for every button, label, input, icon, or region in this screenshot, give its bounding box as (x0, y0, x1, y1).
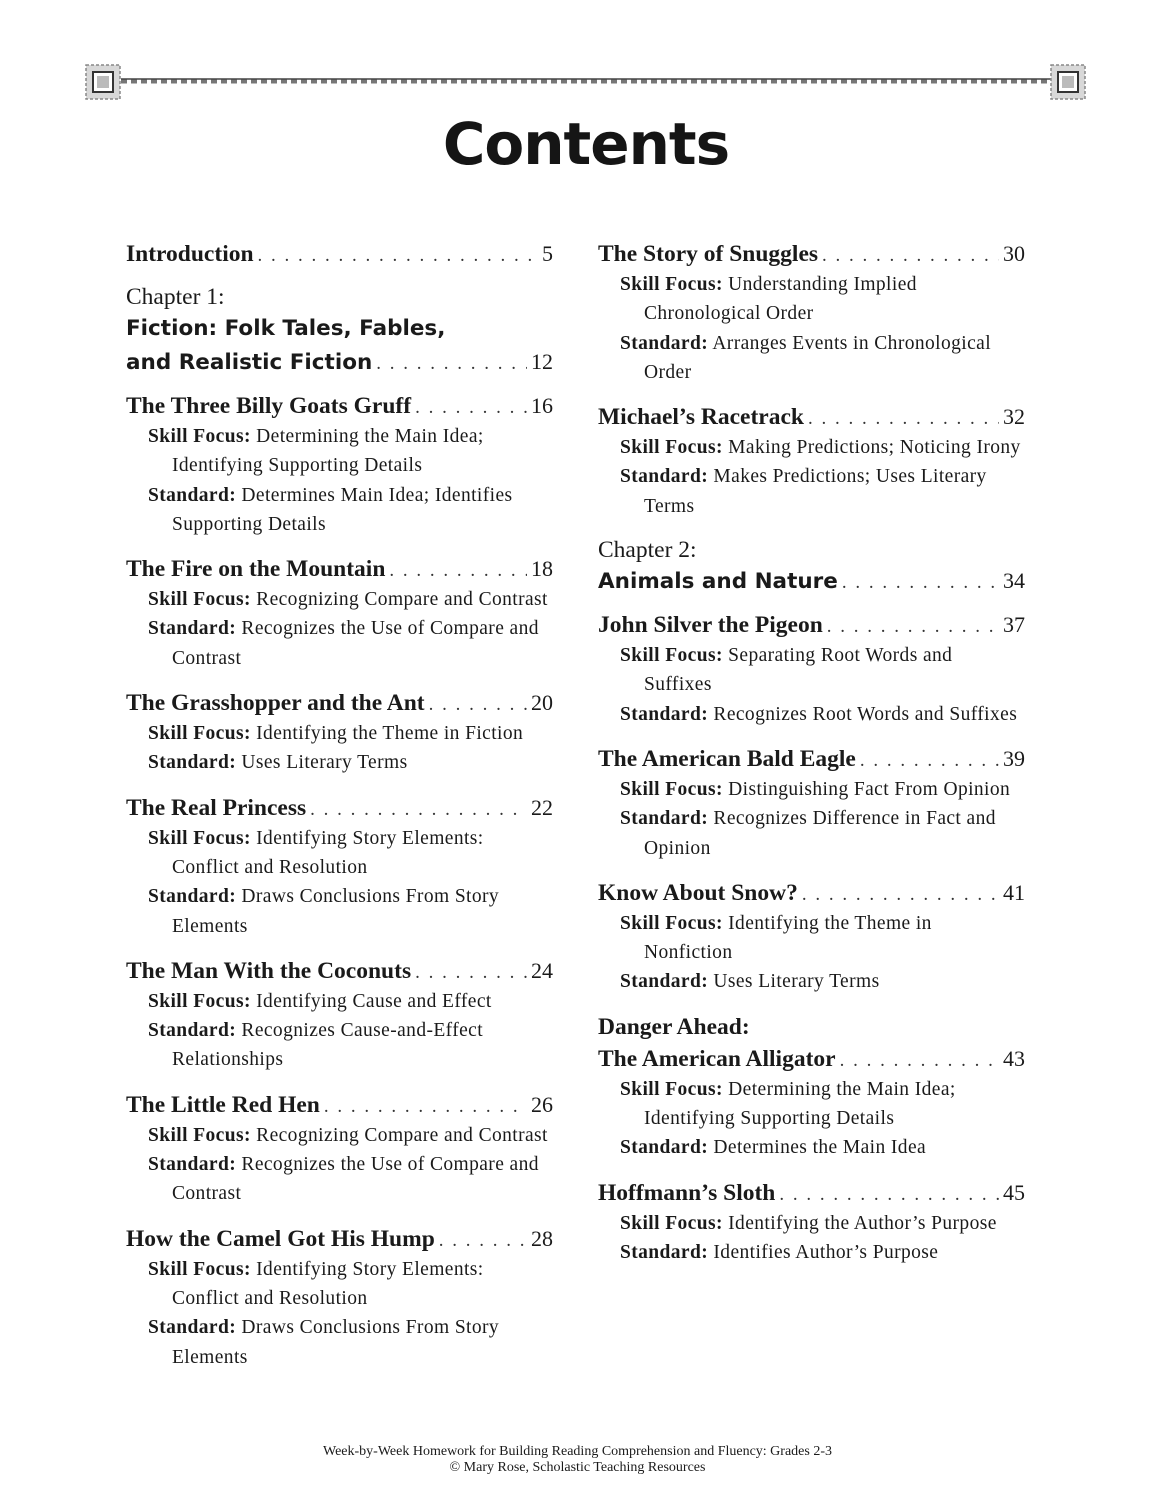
skill-focus-line (126, 987, 553, 1016)
standard-label: Standard: (148, 752, 237, 774)
entry-title: The Grasshopper and the Ant (126, 690, 425, 717)
toc-chapter-2 (598, 535, 1025, 599)
page-number: 37 (1003, 612, 1025, 638)
page-number: 45 (1003, 1179, 1025, 1205)
skill-focus-line (598, 775, 1025, 804)
standard-text: Recognizes Root Words and Suffixes (713, 703, 1018, 725)
standard-line (598, 1133, 1025, 1162)
skill-focus-text: Understanding Implied Chronological Order (644, 274, 917, 325)
skill-focus-text: Identifying the Theme in Nonfiction (644, 912, 932, 964)
standard-text: Recognizes the Use of Compare and Contrast (172, 1154, 539, 1205)
skill-focus-text: Determining the Main Idea; Identifying Supporting Details (172, 426, 484, 477)
skill-focus-label: Skill Focus: (148, 1124, 251, 1146)
standard-label: Standard: (620, 466, 709, 488)
page-number: 41 (1003, 879, 1025, 905)
toc-right-column (598, 238, 1025, 1281)
page-number: 32 (1003, 404, 1025, 430)
skill-focus-label: Skill Focus: (620, 912, 723, 934)
page-number: 34 (1003, 568, 1025, 594)
toc-entry (598, 743, 1025, 863)
toc-entry (598, 877, 1025, 997)
dot-leader (324, 1096, 527, 1118)
standard-text: Uses Literary Terms (241, 752, 408, 774)
standard-label: Standard: (620, 1137, 709, 1159)
toc-entry (126, 390, 553, 539)
standard-line (598, 967, 1025, 996)
page-number: 39 (1003, 745, 1025, 771)
skill-focus-text: Identifying Cause and Effect (256, 990, 492, 1012)
entry-title: The Little Red Hen (126, 1091, 320, 1118)
page-number: 16 (531, 393, 553, 418)
standard-line (126, 481, 553, 540)
skill-focus-text: Making Predictions; Noticing Irony (728, 437, 1021, 459)
dot-leader (808, 408, 999, 430)
dot-leader (860, 750, 999, 772)
entry-title: The American Bald Eagle (598, 745, 856, 772)
decorative-header-rule (83, 62, 1093, 100)
skill-focus-text: Identifying Story Elements: Conflict and Resolution (172, 827, 484, 878)
toc-entry-introduction (126, 238, 553, 270)
page-number: 20 (531, 690, 553, 716)
standard-line (598, 804, 1025, 863)
dot-leader (258, 245, 538, 267)
entry-title: Michael’s Racetrack (598, 404, 804, 431)
skill-focus-line (126, 1255, 553, 1314)
chapter-label: Chapter 2: (598, 537, 697, 564)
standard-label: Standard: (620, 332, 709, 354)
skill-focus-text: Identifying the Theme in Fiction (256, 723, 524, 745)
skill-focus-label: Skill Focus: (620, 645, 723, 667)
skill-focus-label: Skill Focus: (620, 437, 723, 459)
standard-line (126, 614, 553, 673)
ornament-right-icon (1051, 65, 1085, 99)
page-number: 12 (531, 349, 553, 374)
entry-title: The Man With the Coconuts (126, 957, 412, 984)
standard-line (126, 1150, 553, 1209)
standard-label: Standard: (620, 808, 709, 830)
entry-title: Hoffmann’s Sloth (598, 1179, 776, 1206)
page-number: 22 (531, 794, 553, 820)
skill-focus-line (598, 1075, 1025, 1134)
skill-focus-label: Skill Focus: (148, 723, 251, 745)
toc-entry (598, 609, 1025, 729)
toc-entry (598, 238, 1025, 387)
chapter-title-line1: Fiction: Folk Tales, Fables, (126, 316, 446, 341)
standard-label: Standard: (148, 618, 237, 640)
skill-focus-label: Skill Focus: (148, 589, 251, 611)
standard-label: Standard: (148, 1020, 237, 1042)
toc-entry (126, 687, 553, 778)
page-footer (0, 1444, 1155, 1476)
page-number: 28 (531, 1225, 553, 1251)
entry-title: The Three Billy Goats Gruff (126, 393, 412, 419)
standard-label: Standard: (620, 971, 709, 993)
entry-title: John Silver the Pigeon (598, 612, 823, 639)
page-number: 24 (531, 957, 553, 983)
skill-focus-line (126, 422, 553, 481)
standard-line (598, 329, 1025, 388)
dot-leader (840, 1050, 999, 1072)
page-number: 5 (542, 241, 553, 266)
dot-leader (415, 397, 527, 419)
footer-copyright: © Mary Rose, Scholastic Teaching Resources (449, 1460, 706, 1475)
dot-leader (827, 616, 999, 638)
page-number: 43 (1003, 1045, 1025, 1071)
toc-entry (126, 1089, 553, 1209)
skill-focus-line (126, 824, 553, 883)
standard-text: Determines the Main Idea (713, 1137, 927, 1159)
skill-focus-text: Separating Root Words and Suffixes (644, 645, 953, 696)
skill-focus-label: Skill Focus: (620, 1078, 723, 1100)
toc-entry (126, 792, 553, 941)
standard-text: Determines Main Idea; Identifies Supporting Details (172, 484, 513, 535)
standard-line (598, 700, 1025, 729)
skill-focus-line (598, 909, 1025, 968)
page-number: 26 (531, 1091, 553, 1117)
toc-chapter-1 (126, 282, 553, 380)
standard-line (126, 748, 553, 777)
skill-focus-line (598, 641, 1025, 700)
standard-text: Draws Conclusions From Story Elements (172, 1317, 500, 1368)
skill-focus-line (598, 1209, 1025, 1238)
skill-focus-label: Skill Focus: (148, 1258, 251, 1280)
entry-title: The Story of Snuggles (598, 241, 819, 267)
standard-label: Standard: (148, 1317, 237, 1339)
standard-text: Recognizes Difference in Fact and Opinion (644, 808, 996, 859)
entry-title: The Real Princess (126, 794, 307, 821)
skill-focus-line (598, 270, 1025, 329)
skill-focus-line (598, 433, 1025, 462)
skill-focus-line (126, 1121, 553, 1150)
skill-focus-line (126, 719, 553, 748)
standard-text: Recognizes the Use of Compare and Contrast (172, 618, 539, 669)
toc-entry (598, 1011, 1025, 1163)
toc-entry (126, 1223, 553, 1372)
entry-title: Introduction (126, 241, 254, 267)
toc-left-column (126, 238, 553, 1386)
standard-text: Draws Conclusions From Story Elements (172, 886, 500, 937)
standard-text: Identifies Author’s Purpose (713, 1241, 939, 1263)
dot-leader (376, 353, 527, 375)
standard-text: Uses Literary Terms (713, 971, 880, 993)
dot-leader (822, 245, 999, 267)
toc-entry (126, 553, 553, 673)
standard-label: Standard: (620, 703, 709, 725)
dot-leader (429, 694, 527, 716)
chapter-title: Animals and Nature (598, 569, 838, 595)
dot-leader (310, 799, 527, 821)
standard-label: Standard: (148, 1154, 237, 1176)
dot-leader (842, 572, 999, 594)
skill-focus-text: Identifying Story Elements: Conflict and Resolution (172, 1258, 484, 1309)
skill-focus-label: Skill Focus: (620, 274, 723, 295)
entry-title: Know About Snow? (598, 879, 798, 906)
dot-leader (415, 962, 527, 984)
standard-line (598, 1238, 1025, 1267)
page-title: Contents (442, 110, 730, 178)
ornament-left-icon (86, 65, 120, 99)
standard-line (126, 882, 553, 941)
skill-focus-text: Recognizing Compare and Contrast (256, 589, 548, 611)
dot-leader (802, 884, 999, 906)
dot-leader (779, 1184, 999, 1206)
standard-line (126, 1016, 553, 1075)
standard-label: Standard: (148, 484, 237, 506)
skill-focus-text: Distinguishing Fact From Opinion (728, 778, 1011, 800)
toc-entry (126, 955, 553, 1075)
standard-label: Standard: (620, 1241, 709, 1263)
skill-focus-label: Skill Focus: (620, 778, 723, 800)
entry-title: How the Camel Got His Hump (126, 1225, 435, 1252)
skill-focus-label: Skill Focus: (148, 426, 251, 447)
standard-text: Arranges Events in Chronological Order (644, 332, 992, 383)
dot-leader (389, 560, 527, 582)
skill-focus-text: Identifying the Author’s Purpose (728, 1212, 997, 1234)
skill-focus-text: Determining the Main Idea; Identifying Supporting Details (644, 1078, 956, 1130)
standard-text: Makes Predictions; Uses Literary Terms (644, 466, 987, 517)
standard-line (126, 1313, 553, 1372)
chapter-title-line2: and Realistic Fiction (126, 350, 373, 375)
skill-focus-label: Skill Focus: (620, 1212, 723, 1234)
toc-entry (598, 1177, 1025, 1268)
page-number: 30 (1003, 241, 1025, 266)
standard-line (598, 462, 1025, 521)
skill-focus-label: Skill Focus: (148, 990, 251, 1012)
standard-label: Standard: (148, 886, 237, 908)
dot-leader (439, 1230, 527, 1252)
toc-entry (598, 401, 1025, 521)
skill-focus-text: Recognizing Compare and Contrast (256, 1124, 548, 1146)
chapter-label: Chapter 1: (126, 284, 225, 310)
page-number: 18 (531, 556, 553, 582)
footer-book-title: Week-by-Week Homework for Building Reading Comprehension and Fluency: Grades 2-3 (322, 1444, 832, 1459)
entry-title: The Fire on the Mountain (126, 556, 386, 583)
standard-text: Recognizes Cause-and-Effect Relationships (172, 1020, 484, 1071)
skill-focus-label: Skill Focus: (148, 827, 251, 849)
skill-focus-line (126, 585, 553, 614)
entry-title-line1: Danger Ahead: (598, 1013, 750, 1040)
entry-title: The American Alligator (598, 1045, 836, 1072)
